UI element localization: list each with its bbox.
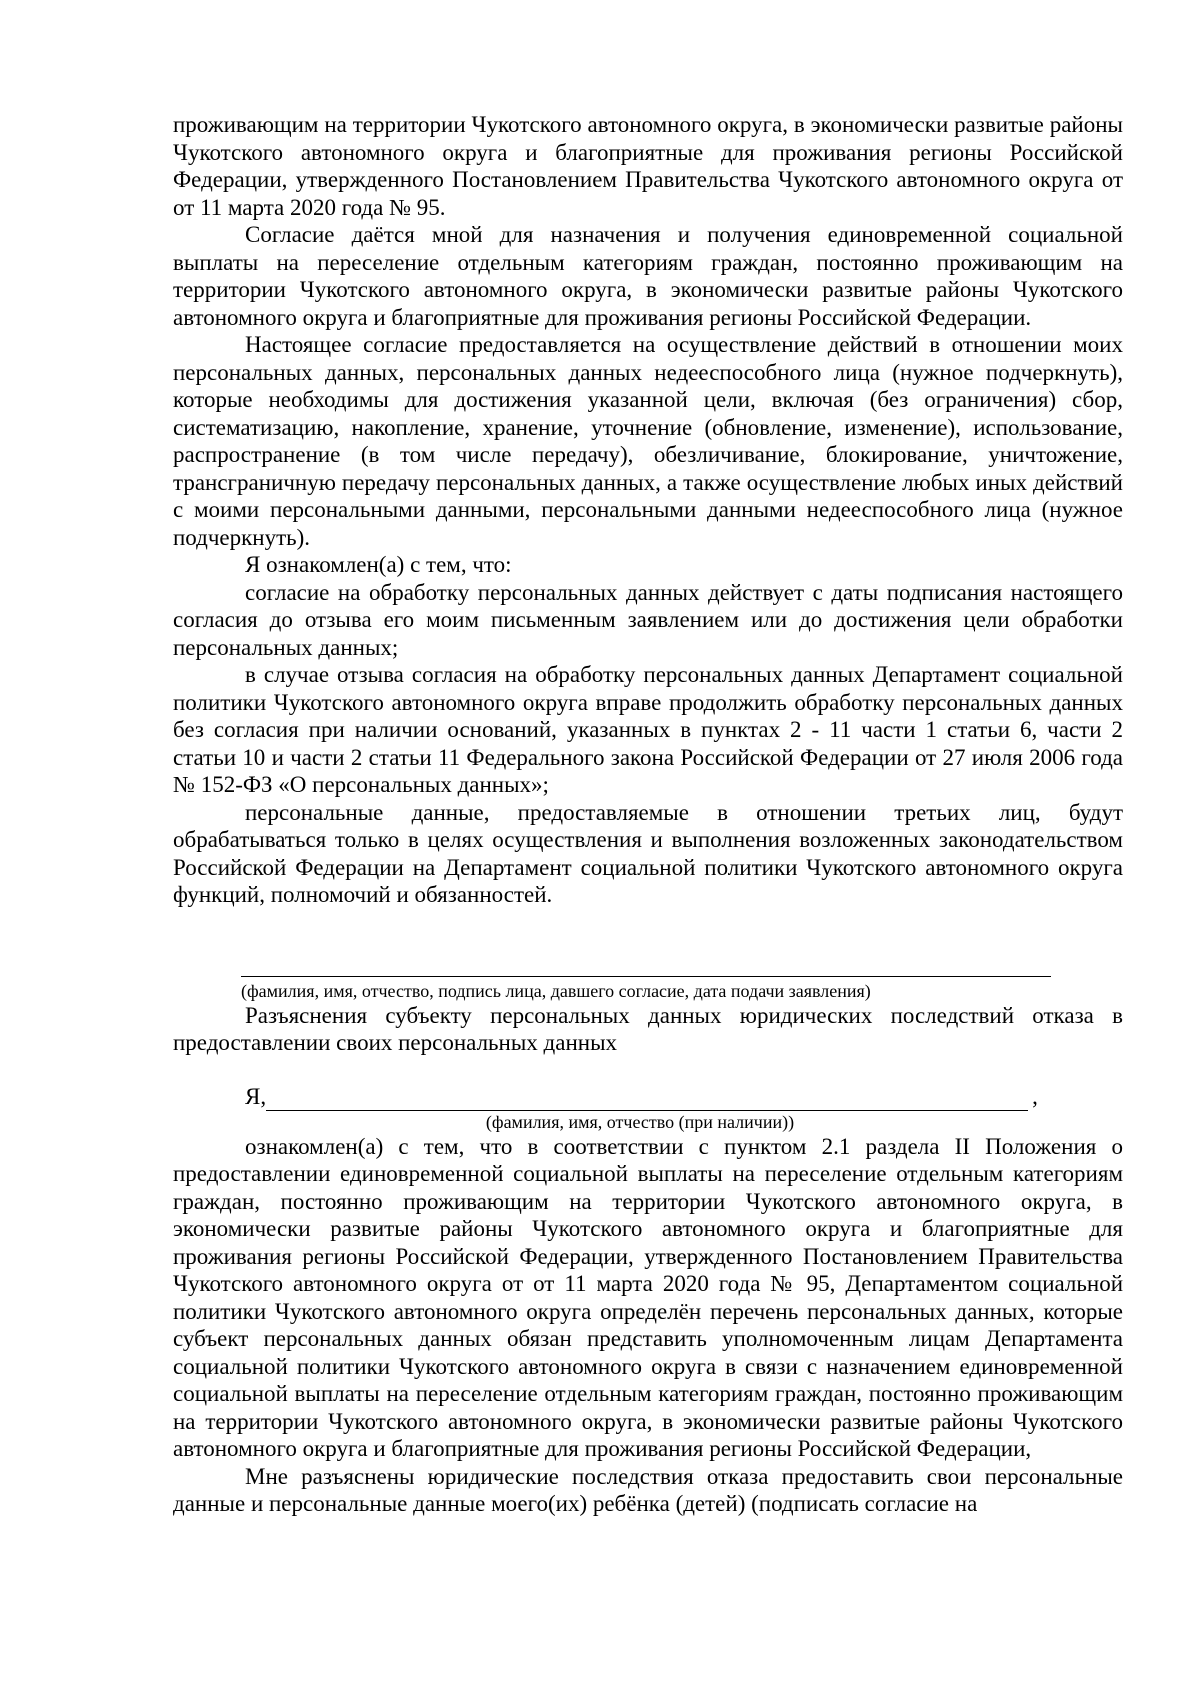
document-page [173, 111, 1123, 1518]
paragraph-4: Я ознакомлен(а) с тем, что: [245, 552, 512, 577]
name-entry-caption: (фамилия, имя, отчество (при наличии)) [485, 1111, 795, 1132]
explanation-heading: Разъяснения субъекту персональных данных юридических последствий отказа в предоставлении своих персональных данных [173, 1002, 1123, 1055]
paragraph-1: проживающим на территории Чукотского автономного округа, в экономически развитые районы Чукотского автономного округа и благоприятные для проживания регионы Российской Федерации, утвержденного Постановлением Правительства Чукотского автономного округа от от 11 марта 2020 года № 95. [173, 112, 1123, 220]
signature-line [241, 975, 1051, 977]
name-entry-label: Я, [245, 1084, 267, 1109]
paragraph-9: Мне разъяснены юридические последствия отказа предоставить свои персональные данные и персональные данные моего(их) ребёнка (детей) (подписать согласие на [173, 1463, 1123, 1516]
paragraph-7: персональные данные, предоставляемые в отношении третьих лиц, будут обрабатываться только в целях осуществления и выполнения возложенных законодательством Российской Федерации на Департамент социальной политики Чукотского автономного округа функций, полномочий и обязанностей. [173, 799, 1123, 907]
name-entry-line [266, 1088, 1028, 1111]
name-entry-comma: , [1032, 1084, 1038, 1109]
name-entry-row [245, 1083, 1123, 1111]
paragraph-3: Настоящее согласие предоставляется на осуществление действий в отношении моих персональных данных, персональных данных недееспособного лица (нужное подчеркнуть), которые необходимы для достижения указанной цели, включая (без ограничения) сбор, систематизацию, накопление, хранение, уточнение (обновление, изменение), использование, распространение (в том числе передачу), обезличивание, блокирование, уничтожение, трансграничную передачу персональных данных, а также осуществление любых иных действий с моими персональными данными, персональными данными недееспособного лица (нужное подчеркнуть). [173, 332, 1123, 550]
signature-caption: (фамилия, имя, отчество, подпись лица, давшего согласие, дата подачи заявления) [241, 980, 871, 1001]
paragraph-2: Согласие даётся мной для назначения и получения единовременной социальной выплаты на переселение отдельным категориям граждан, постоянно проживающим на территории Чукотского автономного округа, в экономически развитые районы Чукотского автономного округа и благоприятные для проживания регионы Российской Федерации. [173, 222, 1123, 330]
signature-block [241, 975, 1051, 1002]
paragraph-8: ознакомлен(а) с тем, что в соответствии с пунктом 2.1 раздела II Положения о предоставлении единовременной социальной выплаты на переселение отдельным категориям граждан, постоянно проживающим на территории Чукотского автономного округа, в экономически развитые районы Чукотского автономного округа и благоприятные для проживания регионы Российской Федерации, утвержденного Постановлением Правительства Чукотского автономного округа от от 11 марта 2020 года № 95, Департаментом социальной политики Чукотского автономного округа определён перечень персональных данных, которые субъект персональных данных обязан представить уполномоченным лицам Департамента социальной политики Чукотского автономного округа в связи с назначением единовременной социальной выплаты на переселение отдельным категориям граждан, постоянно проживающим на территории Чукотского автономного округа, в экономически развитые районы Чукотского автономного округа и благоприятные для проживания регионы Российской Федерации, [173, 1133, 1123, 1461]
paragraph-6: в случае отзыва согласия на обработку персональных данных Департамент социальной политики Чукотского автономного округа вправе продолжить обработку персональных данных без согласия при наличии оснований, указанных в пунктах 2 - 11 части 1 статьи 6, части 2 статьи 10 и части 2 статьи 11 Федерального закона Российской Федерации от 27 июля 2006 года № 152-ФЗ «О персональных данных»; [173, 662, 1123, 797]
paragraph-5: согласие на обработку персональных данных действует с даты подписания настоящего согласия до отзыва его моим письменным заявлением или до достижения цели обработки персональных данных; [173, 579, 1123, 660]
